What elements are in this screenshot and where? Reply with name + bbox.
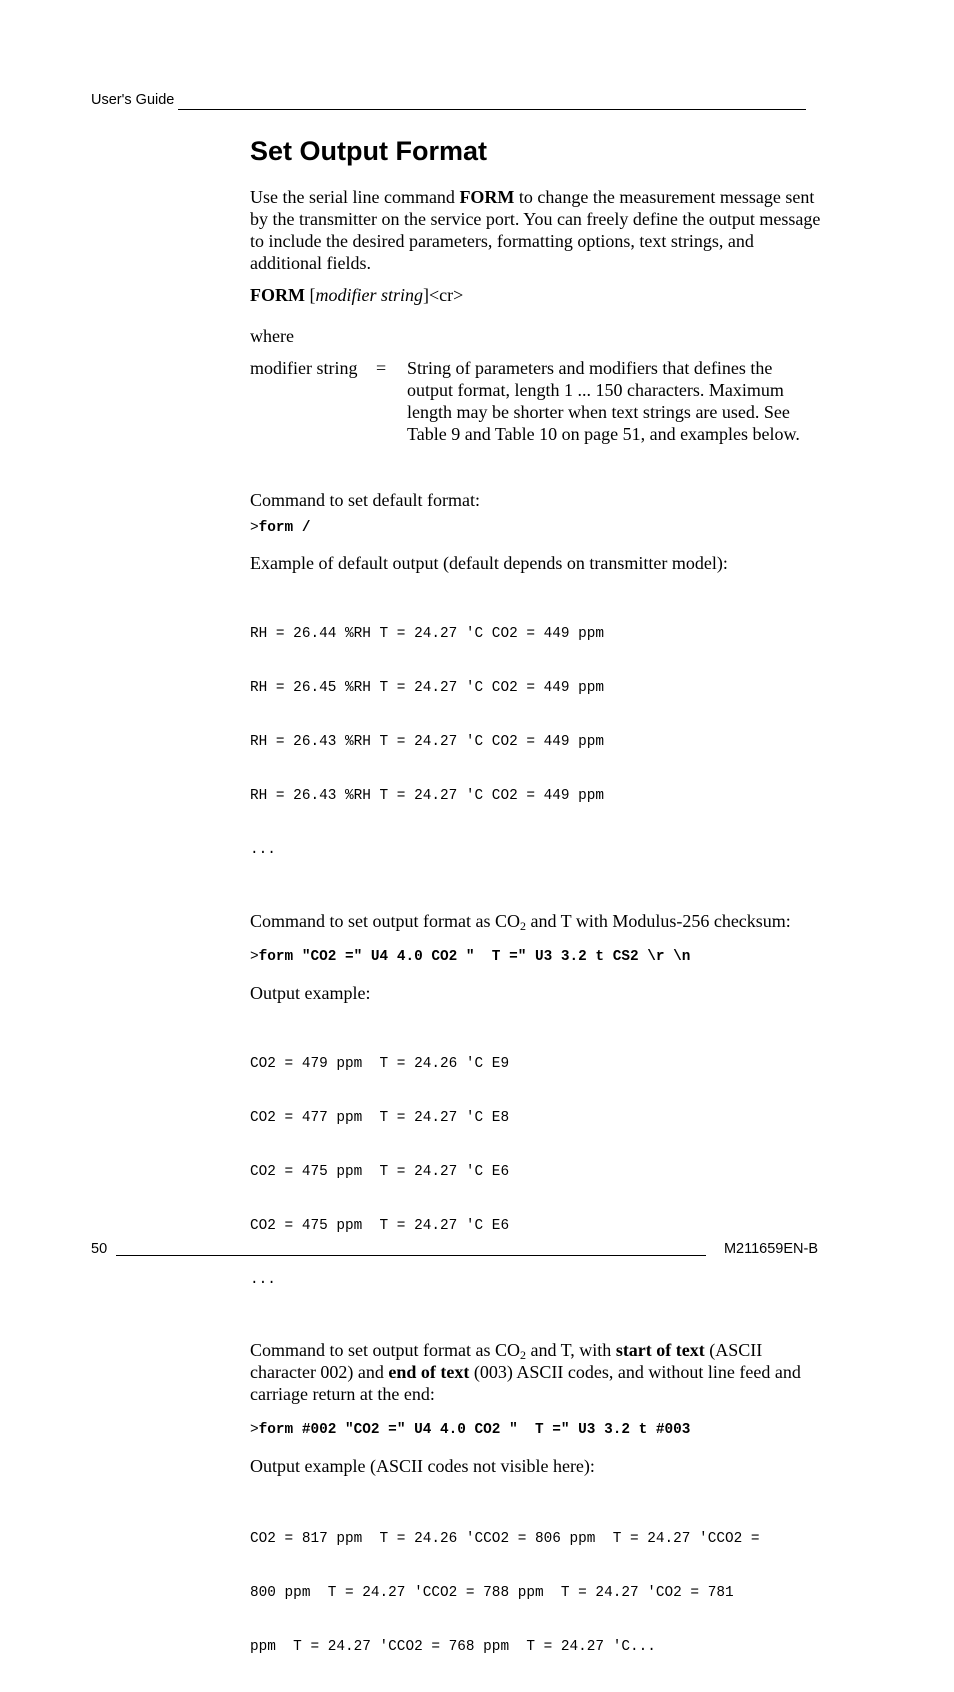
example2-prompt: >: [250, 949, 259, 965]
example3-intro: [250, 1339, 822, 1405]
example3-command-text: form #002 "CO2 =" U4 4.0 CO2 " T =" U3 3.2 t #003: [258, 1422, 691, 1438]
example2-command: [250, 948, 822, 966]
example2-intro-text-after: and T with Modulus-256 checksum:: [525, 911, 791, 931]
output-line: ...: [250, 842, 276, 858]
output-line: RH = 26.43 %RH T = 24.27 'C CO2 = 449 ppm: [250, 788, 605, 804]
intro-paragraph: [250, 186, 822, 274]
example2-command-text: form "CO2 =" U4 4.0 CO2 " T =" U3 3.2 t CS2 \r \n: [258, 949, 691, 965]
output-line: ...: [250, 1272, 276, 1288]
example2-intro: [250, 910, 822, 932]
example3-intro-text-d: (003) ASCII codes, and without line feed and carriage return at the end:: [250, 1362, 801, 1404]
syntax-line: [250, 284, 822, 306]
example1-intro: Command to set default format:: [250, 490, 480, 510]
where-label: where: [250, 326, 294, 346]
example3-intro-text-c: (ASCII character 002) and: [250, 1340, 763, 1382]
example2-intro-sub: 2: [519, 919, 526, 933]
document-id: M211659EN-B: [723, 1241, 818, 1257]
header-rule: [178, 95, 806, 110]
output-line: CO2 = 475 ppm T = 24.27 'C E6: [250, 1164, 510, 1180]
page-header: [91, 90, 813, 110]
output-line: RH = 26.45 %RH T = 24.27 'C CO2 = 449 ppm: [250, 680, 605, 696]
output-line: CO2 = 475 ppm T = 24.27 'C E6: [250, 1218, 510, 1234]
footer-rule: [116, 1241, 706, 1256]
output-line: ppm T = 24.27 'CCO2 = 768 ppm T = 24.27 'C...: [250, 1639, 656, 1655]
main-content: [250, 134, 822, 1692]
example1-command: [250, 519, 822, 537]
example3-intro-bold-1: start of text: [615, 1340, 705, 1360]
example3-intro-sub: 2: [519, 1348, 526, 1362]
output-line: 800 ppm T = 24.27 'CCO2 = 788 ppm T = 24.27 'CO2 = 781: [250, 1585, 734, 1601]
intro-text-after: to change the measurement message sent by the transmitter on the service port. You can freely define the output message to include the desired parameters, formatting options, text strings, and additional fields.: [250, 187, 821, 273]
example3-intro-text-b: and T, with: [525, 1340, 616, 1360]
page-number: 50: [91, 1241, 108, 1257]
definition-eq: =: [376, 358, 387, 378]
output-line: CO2 = 479 ppm T = 24.26 'C E9: [250, 1056, 510, 1072]
intro-command: FORM: [459, 187, 515, 207]
header-title: User's Guide: [91, 92, 175, 108]
output-line: CO2 = 477 ppm T = 24.27 'C E8: [250, 1110, 510, 1126]
example1-output: [250, 589, 822, 895]
example1-command-text: form /: [258, 520, 311, 536]
intro-text-before: Use the serial line command: [250, 187, 460, 207]
syntax-open: [: [304, 285, 316, 305]
output-line: RH = 26.43 %RH T = 24.27 'C CO2 = 449 ppm: [250, 734, 605, 750]
example2-output: [250, 1019, 822, 1325]
example3-output: [250, 1494, 822, 1692]
definition-row: [250, 357, 822, 467]
syntax-param: modifier string: [315, 285, 423, 305]
definition-description: String of parameters and modifiers that defines the output format, length 1 ... 150 characters. Maximum length may be shorter when text strings are used. See Table 9 and Table 10 on page 51, and examples below.: [407, 358, 800, 444]
definition-term: modifier string: [250, 358, 358, 378]
example3-intro-bold-2: end of text: [388, 1362, 470, 1382]
syntax-close: ]<cr>: [423, 285, 464, 305]
example3-output-intro: Output example (ASCII codes not visible here):: [250, 1456, 595, 1476]
section-title: Set Output Format: [250, 136, 487, 166]
page-footer: [91, 1239, 818, 1259]
example3-intro-text: Command to set output format as CO: [250, 1340, 520, 1360]
example1-prompt: >: [250, 520, 259, 536]
syntax-command: FORM: [250, 285, 305, 305]
example3-prompt: >: [250, 1422, 259, 1438]
example2-intro-text: Command to set output format as CO: [250, 911, 520, 931]
output-line: RH = 26.44 %RH T = 24.27 'C CO2 = 449 ppm: [250, 626, 605, 642]
example1-output-intro: Example of default output (default depends on transmitter model):: [250, 553, 728, 573]
output-line: CO2 = 817 ppm T = 24.26 'CCO2 = 806 ppm T = 24.27 'CCO2 =: [250, 1531, 760, 1547]
example3-command: [250, 1421, 822, 1439]
example2-output-intro: Output example:: [250, 983, 371, 1003]
